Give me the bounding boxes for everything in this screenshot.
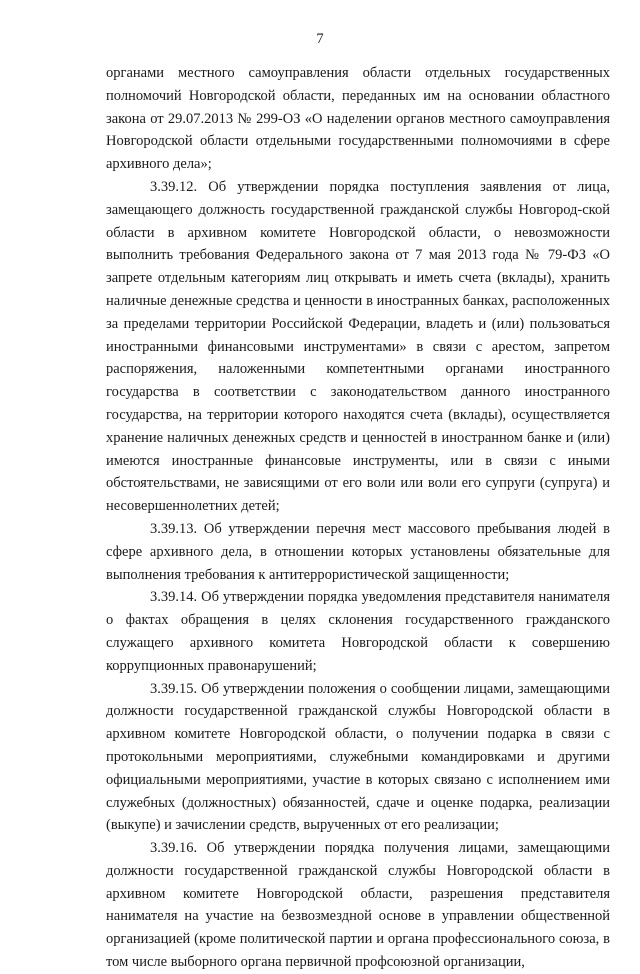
paragraph-3-39-15: 3.39.15. Об утверждении положения о сообщении лицами, замещающими должности государственной гражданской службы Новгородской области в архивном комитете Новгородской области, о получении подарка в связи с протокольными мероприятиями, служебными командировками и другими официальными мероприятиями, участие в которых связано с исполнением ими служебных (должностных) обязанностей, сдаче и оценке подарка, реализации (выкупе) и зачислении средств, вырученных от его реализации; xyxy=(106,680,610,834)
paragraph-3-39-12: 3.39.12. Об утверждении порядка поступления заявления от лица, замещающего должность государственной гражданской службы Новгород-ской области в архивном комитете Новгородской области, о невозможности выполнить требования Федерального закона от 7 мая 2013 года № 79-ФЗ «О запрете отдельным категориям лиц открывать и иметь счета (вклады), хранить наличные денежные средства и ценности в иностранных банках, расположенных за пределами территории Российской Федерации, владеть и (или) пользоваться иностранными финансовыми инструментами» в связи с арестом, запретом распоряжения, наложенными компетентными органами иностранного государства в соответствии с законодательством данного иностранного государства, на территории которого находятся счета (вклады), осуществляется хранение наличных денежных средств и ценностей в иностранном банке и (или) имеются иностранные финансовые инструменты, или в связи с иными обстоятельствами, не зависящими от его воли или воли его супруги (супруга) и несовершеннолетних детей; xyxy=(106,178,610,515)
paragraph-3-39-13: 3.39.13. Об утверждении перечня мест массового пребывания людей в сфере архивного дела, в отношении которых установлены обязательные для выполнения требования к антитеррористической защищенности; xyxy=(106,520,610,583)
document-body xyxy=(106,62,610,974)
paragraph-3-39-14: 3.39.14. Об утверждении порядка уведомления представителя нанимателя о фактах обращения в целях склонения государственного гражданского служащего архивного комитета Новгородской области к совершению коррупционных правонарушений; xyxy=(106,589,610,674)
paragraph-continuation: органами местного самоуправления области отдельных государственных полномочий Новгородской области, переданных им на основании областного закона от 29.07.2013 № 299-ОЗ «О наделении органов местного самоуправления Новгородской области отдельными государственными полномочиями в сфере архивного дела»; xyxy=(106,65,610,173)
page-number: 7 xyxy=(316,31,324,47)
paragraph-3-39-16: 3.39.16. Об утверждении порядка получения лицами, замещающими должности государственной гражданской службы Новгородской области в архивном комитете Новгородской области, разрешения представителя нанимателя на участие на безвозмездной основе в управлении общественной организацией (кроме политической партии и органа профессионального союза, в том числе выборного органа первичной профсоюзной организации, xyxy=(106,840,610,971)
